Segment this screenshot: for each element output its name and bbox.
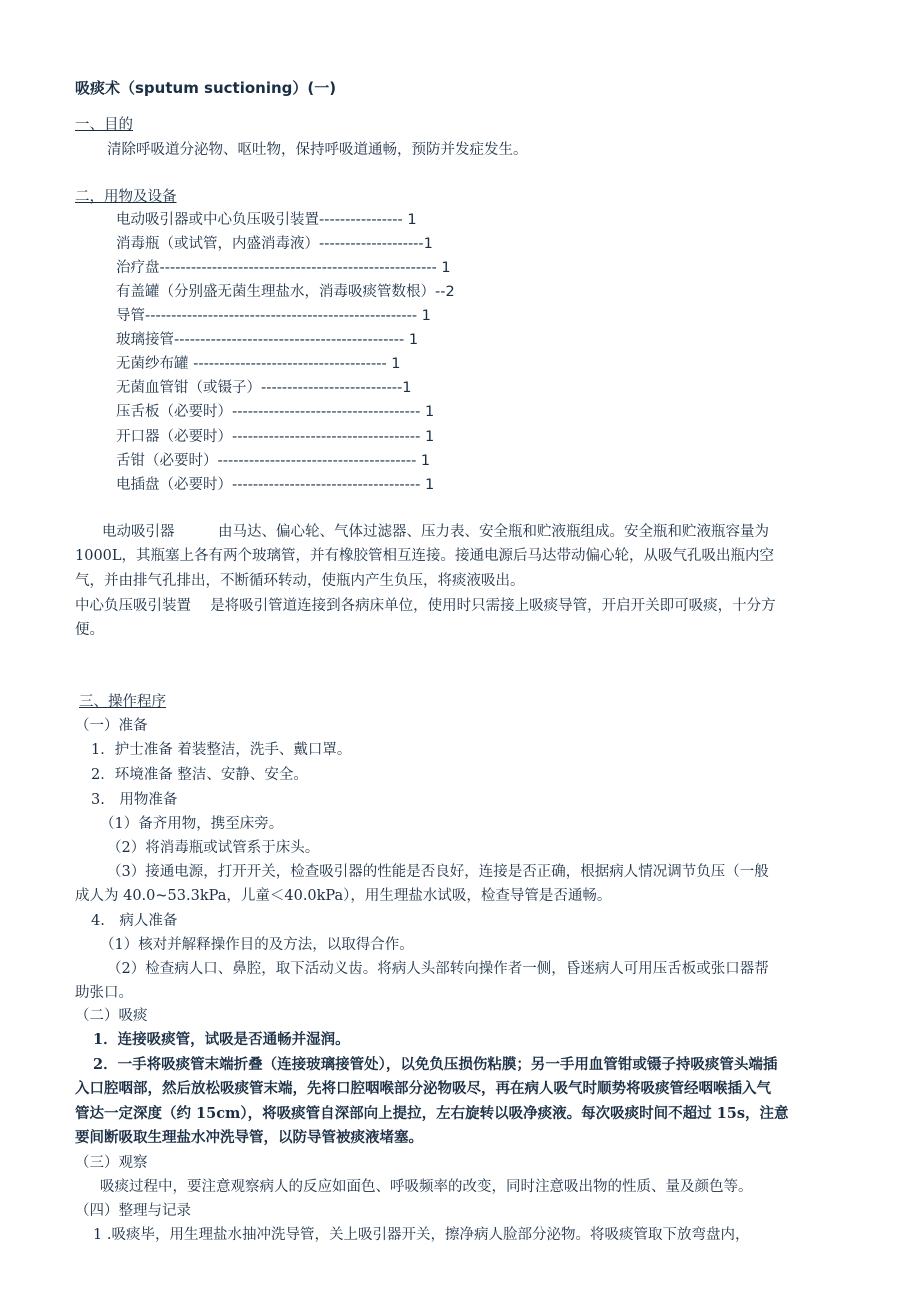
record-text: 1 .吸痰毕，用生理盐水抽冲洗导管，关上吸引器开关，擦净病人脸部分泌物。将吸痰管取下放弯盘内， [93,1227,750,1243]
suction-step: 1．连接吸痰管，试吸是否通畅并湿润。 [93,1031,350,1048]
electric-suction-desc-line: 气，并由排气孔排出，不断循环转动，使瓶内产生负压，将痰液吸出。 [75,573,525,589]
suction-step: 入口腔咽部，然后放松吸痰管末端，先将口腔咽喉部分泌物吸尽，再在病人吸气时顺势将吸痰管经咽喉插入气 [75,1080,771,1097]
list-item: 有盖罐（分别盛无菌生理盐水，消毒吸痰管数根）--2 [116,284,455,300]
suction-step: 管达一定深度（约 15cm），将吸痰管自深部向上提拉，左右旋转以吸净痰液。每次吸痰时间不超过 15s，注意 [75,1105,789,1122]
suction-step: 2．一手将吸痰管末端折叠（连接玻璃接管处），以免负压损伤粘膜；另一手用血管钳或镊子持吸痰管头端插 [93,1056,778,1073]
central-suction-desc-line: 便。 [75,622,104,638]
prep-line: （3）接通电源，打开开关，检查吸引器的性能是否良好，连接是否正确，根据病人情况调节负压（一般 [107,864,769,880]
prep-line: 助张口。 [75,985,133,1001]
section-heading-purpose: 一、目的 [75,117,133,133]
subheading-preparation: （一）准备 [75,718,148,734]
prep-line: 4. 病人准备 [91,913,178,929]
list-item: 电插盘（必要时）------------------------------------ 1 [116,477,435,493]
observation-text: 吸痰过程中，要注意观察病人的反应如面色、呼吸频率的改变，同时注意吸出物的性质、量及颜色等。 [100,1179,753,1195]
prep-line: （2）将消毒瓶或试管系于床头。 [107,840,320,856]
electric-suction-desc-line: 电动吸引器 由马达、偏心轮、气体过滤器、压力表、安全瓶和贮液瓶组成。安全瓶和贮液瓶容量为 [102,524,769,540]
suction-step: 要间断吸取生理盐水冲洗导管，以防导管被痰液堵塞。 [75,1129,423,1146]
prep-line: （1）备齐用物，携至床旁。 [100,816,284,832]
electric-suction-desc-line: 1000L，其瓶塞上各有两个玻璃管，并有橡胶管相互连接。接通电源后马达带动偏心轮，从吸气孔吸出瓶内空 [75,548,775,564]
section-heading-procedure: 三、操作程序 [79,694,166,710]
list-item: 压舌板（必要时）------------------------------------ 1 [116,404,435,420]
subheading-observation: （三）观察 [75,1155,148,1171]
subheading-suction: （二）吸痰 [75,1008,148,1024]
central-suction-desc-line: 中心负压吸引装置 是将吸引管道连接到各病床单位，使用时只需接上吸痰导管，开启开关即可吸痰，十分方 [75,598,776,614]
list-item: 舌钳（必要时）-------------------------------------- 1 [116,453,431,469]
page-title: 吸痰术（sputum suctioning）(一) [75,79,337,97]
list-item: 电动吸引器或中心负压吸引装置---------------- 1 [116,212,417,228]
list-item: 玻璃接管-------------------------------------------- 1 [116,332,419,348]
prep-line: 3. 用物准备 [91,792,178,808]
prep-line: （1）核对并解释操作目的及方法，以取得合作。 [100,937,414,953]
list-item: 无菌纱布罐 ------------------------------------- 1 [116,356,401,372]
list-item: 消毒瓶（或试管，内盛消毒液）--------------------1 [116,236,433,252]
prep-line: （2）检查病人口、鼻腔，取下活动义齿。将病人头部转向操作者一侧，昏迷病人可用压舌板或张口器帮 [107,961,769,977]
prep-line: 2．环境准备 整洁、安静、安全。 [91,767,308,783]
list-item: 开口器（必要时）------------------------------------ 1 [116,429,435,445]
purpose-text: 清除呼吸道分泌物、呕吐物，保持呼吸道通畅，预防并发症发生。 [107,142,528,158]
list-item: 无菌血管钳（或镊子）---------------------------1 [116,380,412,396]
prep-line: 1．护士准备 着装整洁，洗手、戴口罩。 [91,742,352,758]
subheading-record: （四）整理与记录 [75,1203,191,1219]
list-item: 导管---------------------------------------------------- 1 [116,308,431,324]
list-item: 治疗盘----------------------------------------------------- 1 [116,260,451,276]
prep-line: 成人为 40.0~53.3kPa，儿童＜40.0kPa），用生理盐水试吸，检查导管是否通畅。 [75,888,612,904]
section-heading-equipment: 二，用物及设备 [75,189,177,205]
